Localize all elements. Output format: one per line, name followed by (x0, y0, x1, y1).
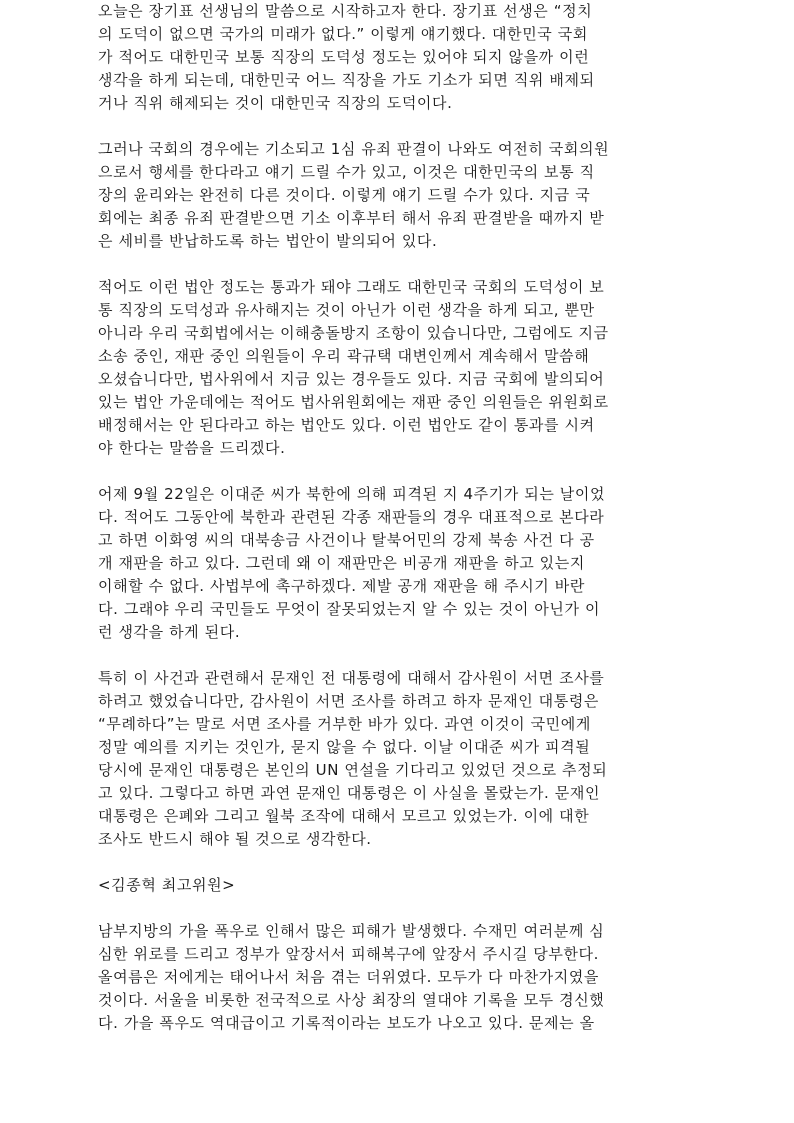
text-line: 특히 이 사건과 관련해서 문재인 전 대통령에 대해서 감사원이 서면 조사를 (98, 669, 605, 687)
text-line: 오늘은 장기표 선생님의 말씀으로 시작하고자 한다. 장기표 선생은 “정치 (98, 2, 593, 20)
paragraph-5 (98, 667, 696, 851)
text-line: 있는 법안 가운데에는 적어도 법사위원회에는 재판 중인 의원들은 위원회로 (98, 393, 609, 411)
text-line: 장의 윤리와는 완전히 다른 것이다. 이렇게 얘기 드릴 수가 있다. 지금 국 (98, 186, 591, 204)
paragraph-3 (98, 276, 696, 460)
text-line: 적어도 이런 법안 정도는 통과가 돼야 그래도 대한민국 국회의 도덕성이 보 (98, 278, 605, 296)
speaker-label: <김종혁 최고위원> (98, 876, 236, 894)
text-line: 다. 가을 폭우도 역대급이고 기록적이라는 보도가 나오고 있다. 문제는 올 (98, 1014, 595, 1032)
paragraph-2 (98, 138, 696, 253)
text-line: 개 재판을 하고 있다. 그런데 왜 이 재판만은 비공개 재판을 하고 있는지 (98, 554, 585, 572)
text-line: 심한 위로를 드리고 정부가 앞장서서 피해복구에 앞장서 주시길 당부한다. (98, 945, 600, 963)
text-line: 올여름은 저에게는 태어나서 처음 겪는 더위였다. 모두가 다 마찬가지였을 (98, 968, 600, 986)
text-line: 대통령은 은폐와 그리고 월북 조작에 대해서 모르고 있었는가. 이에 대한 (98, 807, 590, 825)
text-line: 은 세비를 반납하도록 하는 법안이 발의되어 있다. (98, 232, 438, 250)
text-line: 정말 예의를 지키는 것인가, 묻지 않을 수 없다. 이날 이대준 씨가 피격될 (98, 738, 591, 756)
text-line: 아니라 우리 국회법에서는 이해충돌방지 조항이 있습니다만, 그럼에도 지금 (98, 324, 609, 342)
text-line: 이해할 수 없다. 사법부에 촉구하겠다. 제발 공개 재판을 해 주시기 바란 (98, 577, 585, 595)
paragraph-6 (98, 920, 696, 1035)
text-line: “무례하다”는 말로 서면 조사를 거부한 바가 있다. 과연 이것이 국민에게 (98, 715, 591, 733)
text-line: 남부지방의 가을 폭우로 인해서 많은 피해가 발생했다. 수재민 여러분께 심 (98, 922, 605, 940)
text-line: 생각을 하게 되는데, 대한민국 어느 직장을 가도 기소가 되면 직위 배제되 (98, 71, 595, 89)
speaker-heading (98, 874, 696, 897)
text-line: 다. 적어도 그동안에 북한과 관련된 각종 재판들의 경우 대표적으로 본다라 (98, 508, 605, 526)
text-line: 의 도덕이 없으면 국가의 미래가 없다.” 이렇게 얘기했다. 대한민국 국회 (98, 25, 588, 43)
text-line: 런 생각을 하게 된다. (98, 623, 241, 641)
text-line: 거나 직위 해제되는 것이 대한민국 직장의 도덕이다. (98, 94, 453, 112)
text-line: 당시에 문재인 대통령은 본인의 UN 연설을 기다리고 있었던 것으로 추정되 (98, 761, 608, 779)
text-line: 소송 중인, 재판 중인 의원들이 우리 곽규택 대변인께서 계속해서 말씀해 (98, 347, 590, 365)
text-line: 다. 그래야 우리 국민들도 무엇이 잘못되었는지 알 수 있는 것이 아닌가 이 (98, 600, 601, 618)
text-line: 통 직장의 도덕성과 유사해지는 것이 아닌가 이런 생각을 하게 되고, 뿐만 (98, 301, 595, 319)
text-line: 그러나 국회의 경우에는 기소되고 1심 유죄 판결이 나와도 여전히 국회의원 (98, 140, 610, 158)
document-page (98, 0, 696, 1058)
text-line: 고 있다. 그렇다고 하면 과연 문재인 대통령은 이 사실을 몰랐는가. 문재인 (98, 784, 601, 802)
text-line: 오셨습니다만, 법사위에서 지금 있는 경우들도 있다. 지금 국회에 발의되어 (98, 370, 605, 388)
text-line: 고 하면 이화영 씨의 대북송금 사건이나 탈북어민의 강제 북송 사건 다 공 (98, 531, 595, 549)
paragraph-1 (98, 0, 696, 115)
text-line: 것이다. 서울을 비롯한 전국적으로 사상 최장의 열대야 기록을 모두 경신했 (98, 991, 605, 1009)
text-line: 하려고 했었습니다만, 감사원이 서면 조사를 하려고 하자 문재인 대통령은 (98, 692, 600, 710)
text-line: 회에는 최종 유죄 판결받으면 기소 이후부터 해서 유죄 판결받을 때까지 받 (98, 209, 605, 227)
text-line: 배정해서는 안 된다라고 하는 법안도 있다. 이런 법안도 같이 통과를 시켜 (98, 416, 595, 434)
text-line: 으로서 행세를 한다라고 얘기 드릴 수가 있고, 이것은 대한민국의 보통 직 (98, 163, 595, 181)
text-line: 가 적어도 대한민국 보통 직장의 도덕성 정도는 있어야 되지 않을까 이런 (98, 48, 590, 66)
text-line: 야 한다는 말씀을 드리겠다. (98, 439, 286, 457)
text-line: 어제 9월 22일은 이대준 씨가 북한에 의해 피격된 지 4주기가 되는 날이었 (98, 485, 606, 503)
paragraph-4 (98, 483, 696, 644)
text-line: 조사도 반드시 해야 될 것으로 생각한다. (98, 830, 372, 848)
